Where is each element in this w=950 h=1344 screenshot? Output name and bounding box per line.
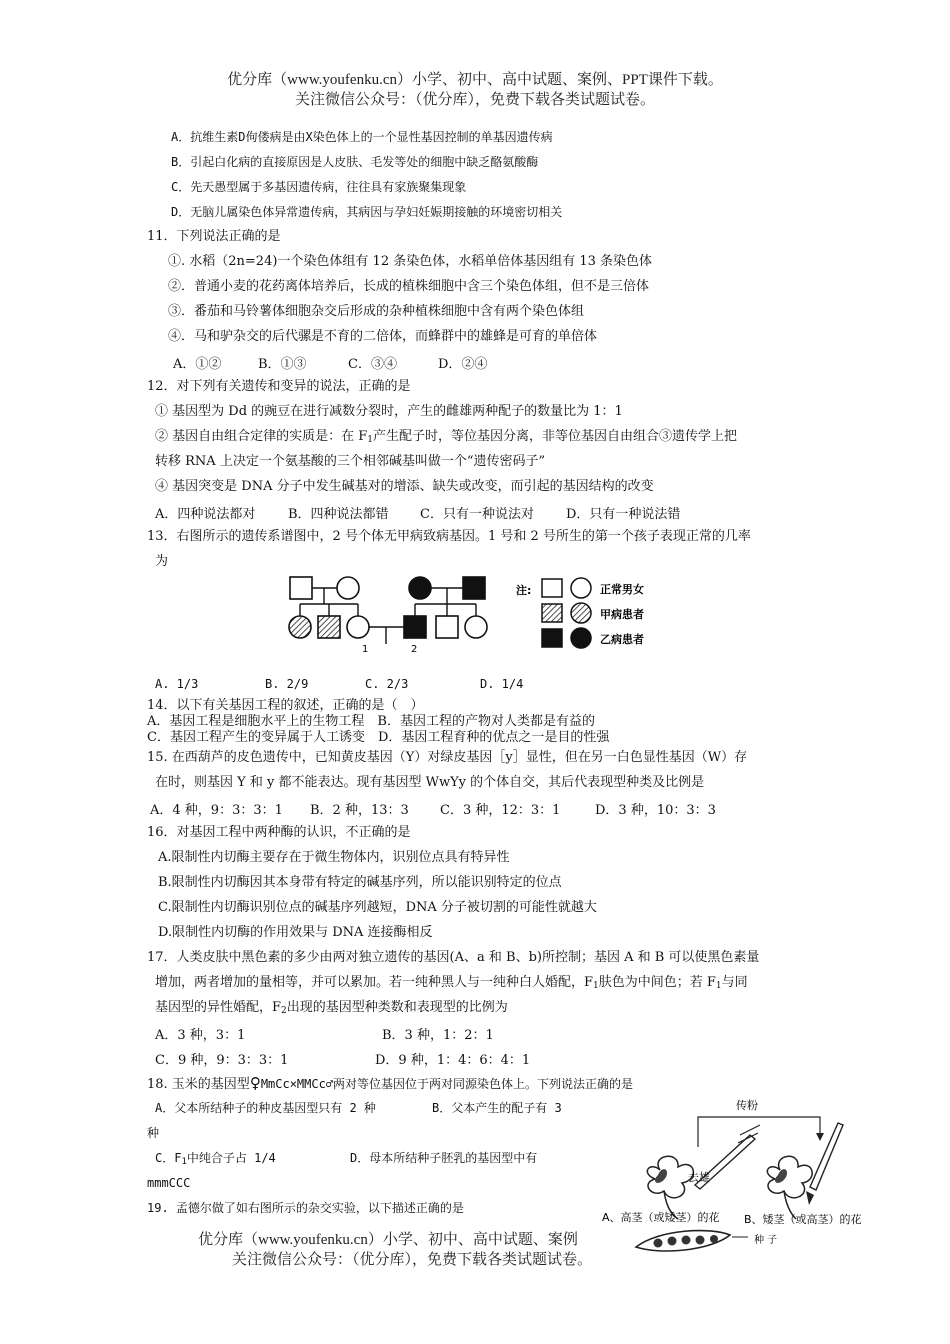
pedigree-affected-b-male bbox=[463, 577, 485, 599]
q11-statement-1: ①. 水稻（2n=24)一个染色体组有 12 条染色体，水稻单倍体基因组有 13 条染色体 bbox=[168, 254, 653, 269]
q13-stem-cont: 为 bbox=[155, 554, 169, 569]
q12-option-c: C．只有一种说法对 bbox=[420, 507, 534, 522]
flower-a-icon bbox=[647, 1156, 693, 1219]
legend-b-male bbox=[542, 629, 562, 647]
mendel-cross-figure bbox=[600, 1095, 900, 1255]
pedigree-normal-female bbox=[337, 577, 359, 599]
legend-b-label: 乙病患者 bbox=[600, 633, 644, 646]
q19-stem: 19. 孟德尔做了如右图所示的杂交实验，以下描述正确的是 bbox=[147, 1201, 464, 1215]
q11-statement-2: ②．普通小麦的花药离体培养后，长成的植株细胞中含三个染色体组，但不是三倍体 bbox=[168, 279, 650, 294]
brush-icon bbox=[810, 1123, 843, 1190]
q11-statement-3: ③．番茄和马铃薯体细胞杂交后形成的杂种植株细胞中含有两个染色体组 bbox=[168, 304, 585, 319]
legend-a-female bbox=[571, 603, 591, 623]
footer-line-2: 关注微信公众号：（优分库），免费下载各类试题试卷。 bbox=[232, 1252, 593, 1268]
flower-a-label: A、高茎（或矮茎）的花 bbox=[602, 1211, 720, 1224]
q13-option-c: C. 2/3 bbox=[365, 677, 409, 691]
q16-option-c: C.限制性内切酶识别位点的碱基序列越短，DNA 分子被切割的可能性就越大 bbox=[158, 900, 597, 915]
q15-option-d: D．3 种，10：3：3 bbox=[595, 803, 716, 818]
q13-stem: 13．右图所示的遗传系谱图中，2 号个体无甲病致病基因。1 号和 2 号所生的第一个孩子表现正常的几率 bbox=[147, 529, 751, 544]
footer-line-1: 优分库（www.youfenku.cn）小学、初中、高中试题、案例 bbox=[198, 1232, 578, 1248]
pollination-arrow bbox=[698, 1117, 820, 1147]
legend-normal-label: 正常男女 bbox=[600, 583, 644, 596]
pedigree-label-2: 2 bbox=[411, 644, 418, 655]
pedigree-individual-1 bbox=[347, 616, 369, 638]
seed-label: 种 子 bbox=[754, 1235, 778, 1246]
q17-option-b: B．3 种，1：2：1 bbox=[382, 1028, 494, 1043]
q16-option-d: D.限制性内切酶的作用效果与 DNA 连接酶相反 bbox=[158, 925, 433, 940]
legend-normal-female bbox=[571, 578, 591, 598]
emasculation-label: 去雄 bbox=[688, 1171, 710, 1184]
q10-option-a: A．抗维生素D佝偻病是由X染色体上的一个显性基因控制的单基因遗传病 bbox=[171, 130, 553, 144]
q14-stem: 14．以下有关基因工程的叙述，正确的是（ ） bbox=[147, 698, 424, 713]
pedigree-individual-2 bbox=[404, 616, 426, 638]
q17-option-c: C．9 种，9：3：3：1 bbox=[155, 1053, 289, 1068]
pedigree-affected-b-female bbox=[409, 577, 431, 599]
q10-option-d: D．无脑儿属染色体异常遗传病，其病因与孕妇妊娠期接触的环境密切相关 bbox=[171, 205, 563, 219]
q18-stem: 18. 玉米的基因型♀MmCc×MMCc♂两对等位基因位于两对同源染色体上。下列说法正确的是 bbox=[147, 1074, 634, 1092]
legend-b-female bbox=[571, 628, 591, 648]
q17-option-a: A．3 种，3：1 bbox=[155, 1028, 246, 1043]
q10-option-c: C．先天愚型属于多基因遗传病，往往具有家族聚集现象 bbox=[171, 180, 467, 194]
pollination-label: 传粉 bbox=[736, 1099, 758, 1112]
q12-statement-2: ② 基因自由组合定律的实质是：在 $F_1$产生配子时，等位基因分离，非等位基因自由组合③遗传学上把 bbox=[155, 429, 738, 445]
q14-options-line-2: C．基因工程产生的变异属于人工诱变 D．基因工程育种的优点之一是目的性强 bbox=[147, 730, 610, 745]
q18-option-c: C．$F_1$中纯合子占 1/4 bbox=[155, 1151, 276, 1167]
q11-option-a: A．①② bbox=[173, 357, 222, 372]
q11-option-b: B．①③ bbox=[258, 357, 307, 372]
q11-option-c: C．③④ bbox=[348, 357, 397, 372]
q12-stem: 12．对下列有关遗传和变异的说法，正确的是 bbox=[147, 379, 411, 394]
legend-a-label: 甲病患者 bbox=[600, 608, 644, 621]
legend-normal-male bbox=[542, 579, 562, 597]
q13-option-b: B. 2/9 bbox=[265, 677, 309, 691]
q11-stem: 11．下列说法正确的是 bbox=[147, 229, 281, 244]
q18-option-a: A．父本所结种子的种皮基因型只有 2 种 bbox=[155, 1101, 376, 1115]
q15-stem-line-2: 在时，则基因 Y 和 y 都不能表达。现有基因型 WwYy 的个体自交，其后代表现型种类及比例是 bbox=[155, 775, 705, 790]
q18-option-b-cont: 种 bbox=[147, 1126, 160, 1140]
q16-option-b: B.限制性内切酶因其本身带有特定的碱基序列，所以能识别特定的位点 bbox=[158, 875, 562, 890]
header-line-1: 优分库（www.youfenku.cn）小学、初中、高中试题、案例、PPT课件下载。 bbox=[227, 72, 723, 88]
pedigree-affected-a-male bbox=[318, 616, 340, 638]
q15-option-a: A．4 种，9：3：3：1 bbox=[150, 803, 283, 818]
pedigree-figure bbox=[280, 570, 680, 660]
legend-a-male bbox=[542, 604, 562, 622]
q15-stem-line-1: 15. 在西葫芦的皮色遗传中，已知黄皮基因（Y）对绿皮基因［y］显性，但在另一白色显性基因（W）存 bbox=[147, 750, 748, 765]
q13-option-a: A. 1/3 bbox=[155, 677, 199, 691]
q16-option-a: A.限制性内切酶主要存在于微生物体内，识别位点具有特异性 bbox=[158, 850, 510, 865]
q15-option-c: C．3 种，12：3：1 bbox=[440, 803, 561, 818]
q11-statement-4: ④．马和驴杂交的后代骡是不育的二倍体，而蜂群中的雄蜂是可育的单倍体 bbox=[168, 329, 598, 344]
arrow-head-icon bbox=[816, 1133, 824, 1141]
q16-stem: 16．对基因工程中两种酶的认识，不正确的是 bbox=[147, 825, 411, 840]
q12-option-d: D．只有一种说法错 bbox=[566, 507, 681, 522]
legend-title: 注: bbox=[516, 584, 532, 597]
flower-b-label: B、矮茎（或高茎）的花 bbox=[744, 1213, 862, 1226]
q15-option-b: B．2 种，13：3 bbox=[310, 803, 409, 818]
q17-stem-line-3: 基因型的异性婚配，$F_2$出现的基因型种类数和表现型的比例为 bbox=[155, 1000, 508, 1016]
q18-option-d: D．母本所结种子胚乳的基因型中有 bbox=[350, 1151, 538, 1165]
pedigree-normal-female bbox=[465, 616, 487, 638]
q14-options-line-1: A．基因工程是细胞水平上的生物工程 B．基因工程的产物对人类都是有益的 bbox=[147, 714, 595, 729]
q12-statement-4: ④ 基因突变是 DNA 分子中发生碱基对的增添、缺失或改变，而引起的基因结构的改变 bbox=[155, 479, 654, 494]
flower-b-icon bbox=[767, 1156, 812, 1219]
q12-statement-3: 转移 RNA 上决定一个氨基酸的三个相邻碱基叫做一个“遗传密码子” bbox=[155, 454, 546, 469]
q12-option-b: B．四种说法都错 bbox=[288, 507, 389, 522]
brush-tip bbox=[806, 1191, 814, 1205]
q17-stem-line-1: 17．人类皮肤中黑色素的多少由两对独立遗传的基因(A、a 和 B、b)所控制；基因 A 和 B 可以使黑色素量 bbox=[147, 950, 760, 965]
pedigree-label-1: 1 bbox=[362, 644, 369, 655]
q12-option-a: A．四种说法都对 bbox=[155, 507, 256, 522]
q12-statement-1: ① 基因型为 Dd 的豌豆在进行减数分裂时，产生的雌雄两种配子的数量比为 1：1 bbox=[155, 404, 623, 419]
q18-option-b: B．父本产生的配子有 3 bbox=[432, 1101, 562, 1115]
q10-option-b: B．引起白化病的直接原因是人皮肤、毛发等处的细胞中缺乏酪氨酸酶 bbox=[171, 155, 539, 169]
q13-option-d: D. 1/4 bbox=[480, 677, 524, 691]
pedigree-normal-male bbox=[290, 577, 312, 599]
header-line-2: 关注微信公众号：（优分库），免费下载各类试题试卷。 bbox=[294, 92, 655, 108]
q11-option-d: D．②④ bbox=[438, 357, 488, 372]
pea-pod-icon bbox=[636, 1231, 730, 1251]
q17-option-d: D．9 种，1：4：6：4：1 bbox=[375, 1053, 531, 1068]
pedigree-normal-male bbox=[436, 616, 458, 638]
q18-option-d-cont: mmmCCC bbox=[147, 1176, 191, 1190]
pedigree-affected-a-female bbox=[289, 616, 311, 638]
q17-stem-line-2: 增加，两者增加的量相等，并可以累加。若一纯种黑人与一纯种白人婚配，$F_1$肤色为中间色；若 $F_1$与同 bbox=[155, 975, 748, 991]
